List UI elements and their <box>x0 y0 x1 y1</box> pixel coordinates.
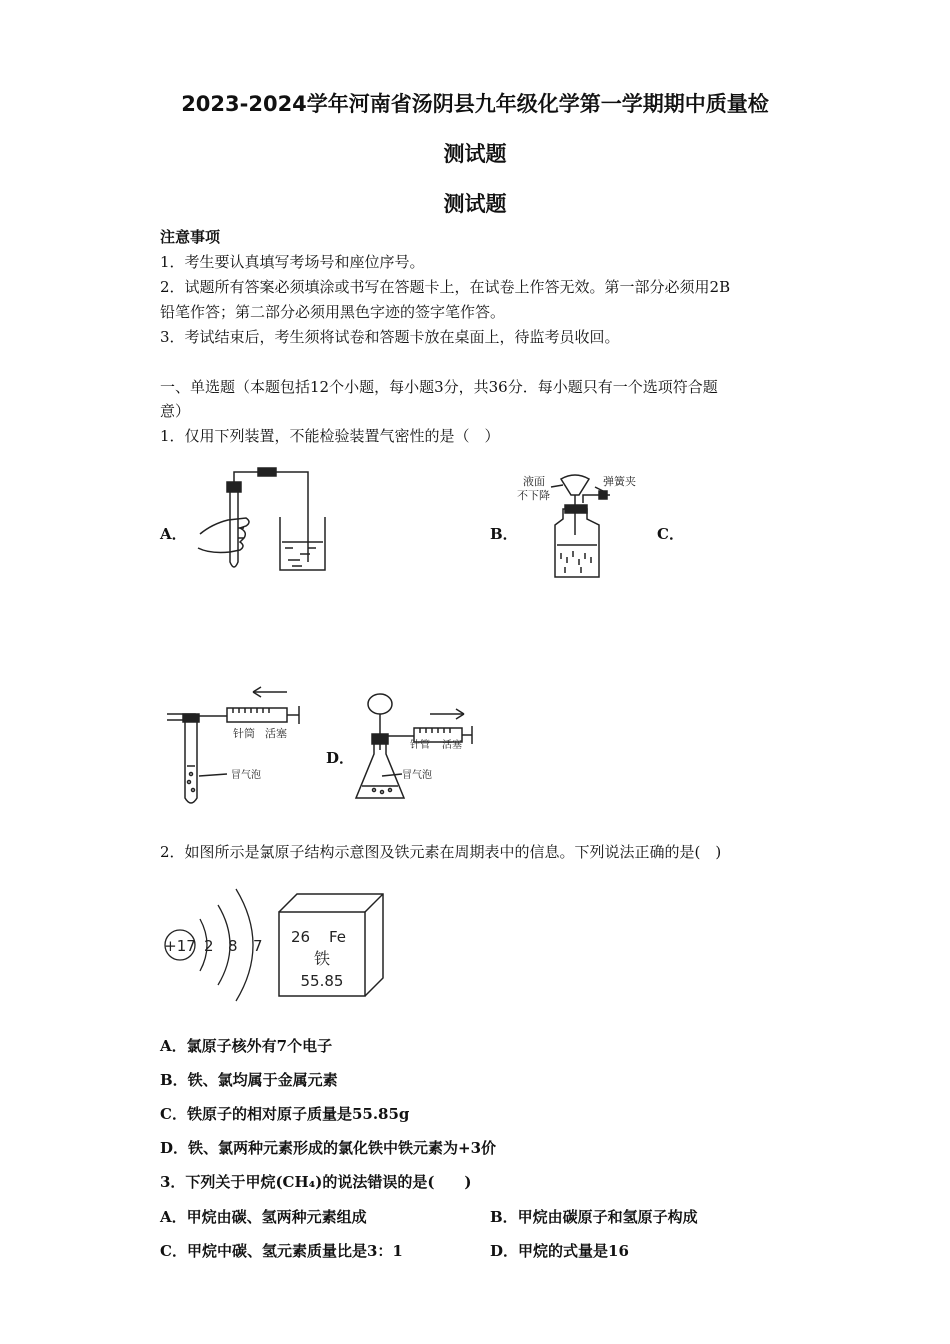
fig-d-label-2: 活塞 <box>442 740 462 751</box>
section-heading-cont: 意） <box>160 402 191 420</box>
fig-c-label-1: 针筒 <box>233 727 255 740</box>
q2-option-d: D．铁、氯两种元素形成的氯化铁中铁元素为+3价 <box>160 1139 497 1157</box>
q3-option-d: D．甲烷的式量是16 <box>490 1242 629 1260</box>
q2-option-c: C．铁原子的相对原子质量是55.85g <box>160 1105 410 1123</box>
element-mass: 55.85 <box>300 972 344 990</box>
figure-chlorine-atom <box>160 885 275 1005</box>
section-heading: 一、单选题（本题包括12个小题，每小题3分，共36分．每小题只有一个选项符合题 <box>160 378 718 396</box>
q1-option-c-label: C． <box>657 525 684 543</box>
question-3-stem: 3．下列关于甲烷(CH₄)的说法错误的是( ) <box>160 1173 472 1191</box>
q1-option-d-label: D． <box>326 749 355 767</box>
notice-item-2: 2．试题所有答案必须填涂或书写在答题卡上，在试卷上作答无效。第一部分必须用2B <box>160 278 731 296</box>
page-title-line2: 测试题 <box>443 142 507 166</box>
page-title: 2023-2024学年河南省汤阴县九年级化学第一学期期中质量检 <box>181 92 769 116</box>
q3-option-b: B．甲烷由碳原子和氢原子构成 <box>490 1208 698 1226</box>
q3-option-c: C．甲烷中碳、氢元素质量比是3：1 <box>160 1242 403 1260</box>
q1-option-b-label: B． <box>490 525 518 543</box>
fig-c-label-2: 活塞 <box>265 727 287 740</box>
fig-b-label-3: 弹簧夹 <box>603 475 636 488</box>
fig-b-label-2: 不下降 <box>517 489 550 502</box>
element-symbol: Fe <box>329 928 347 946</box>
fig-b-label-1: 液面 <box>523 475 545 488</box>
shell-2-electrons: 8 <box>228 937 238 955</box>
q2-option-a: A．氯原子核外有7个电子 <box>160 1037 333 1055</box>
atom-nucleus: +17 <box>164 937 196 955</box>
question-2-stem: 2．如图所示是氯原子结构示意图及铁元素在周期表中的信息。下列说法正确的是( ) <box>160 843 722 861</box>
fig-d-label-1: 针管 <box>410 740 430 751</box>
figure-syringe-flask <box>350 690 480 810</box>
notice-item-1: 1．考生要认真填写考场号和座位序号。 <box>160 253 425 271</box>
figure-hand-test-tube <box>190 462 340 577</box>
q1-option-a-label: A． <box>160 525 187 543</box>
element-number: 26 <box>291 928 311 946</box>
figure-flask-funnel <box>515 465 655 585</box>
q2-option-b: B．铁、氯均属于金属元素 <box>160 1071 338 1089</box>
fig-d-label-3: 冒气泡 <box>402 770 432 781</box>
page-subtitle: 测试题 <box>443 192 507 216</box>
question-1-stem: 1．仅用下列装置，不能检验装置气密性的是（ ） <box>160 427 500 445</box>
element-name: 铁 <box>313 949 331 968</box>
shell-1-electrons: 2 <box>204 937 214 955</box>
fig-c-label-3: 冒气泡 <box>231 770 261 781</box>
notice-heading: 注意事项 <box>160 228 221 246</box>
figure-syringe-tube <box>165 680 315 810</box>
q3-option-a: A．甲烷由碳、氢两种元素组成 <box>160 1208 367 1226</box>
notice-item-3: 3．考试结束后，考生须将试卷和答题卡放在桌面上，待监考员收回。 <box>160 328 620 346</box>
shell-3-electrons: 7 <box>253 937 263 955</box>
notice-item-2-cont: 铅笔作答；第二部分必须用黑色字迹的签字笔作答。 <box>160 303 506 321</box>
figure-iron-element-cube <box>275 890 390 1000</box>
